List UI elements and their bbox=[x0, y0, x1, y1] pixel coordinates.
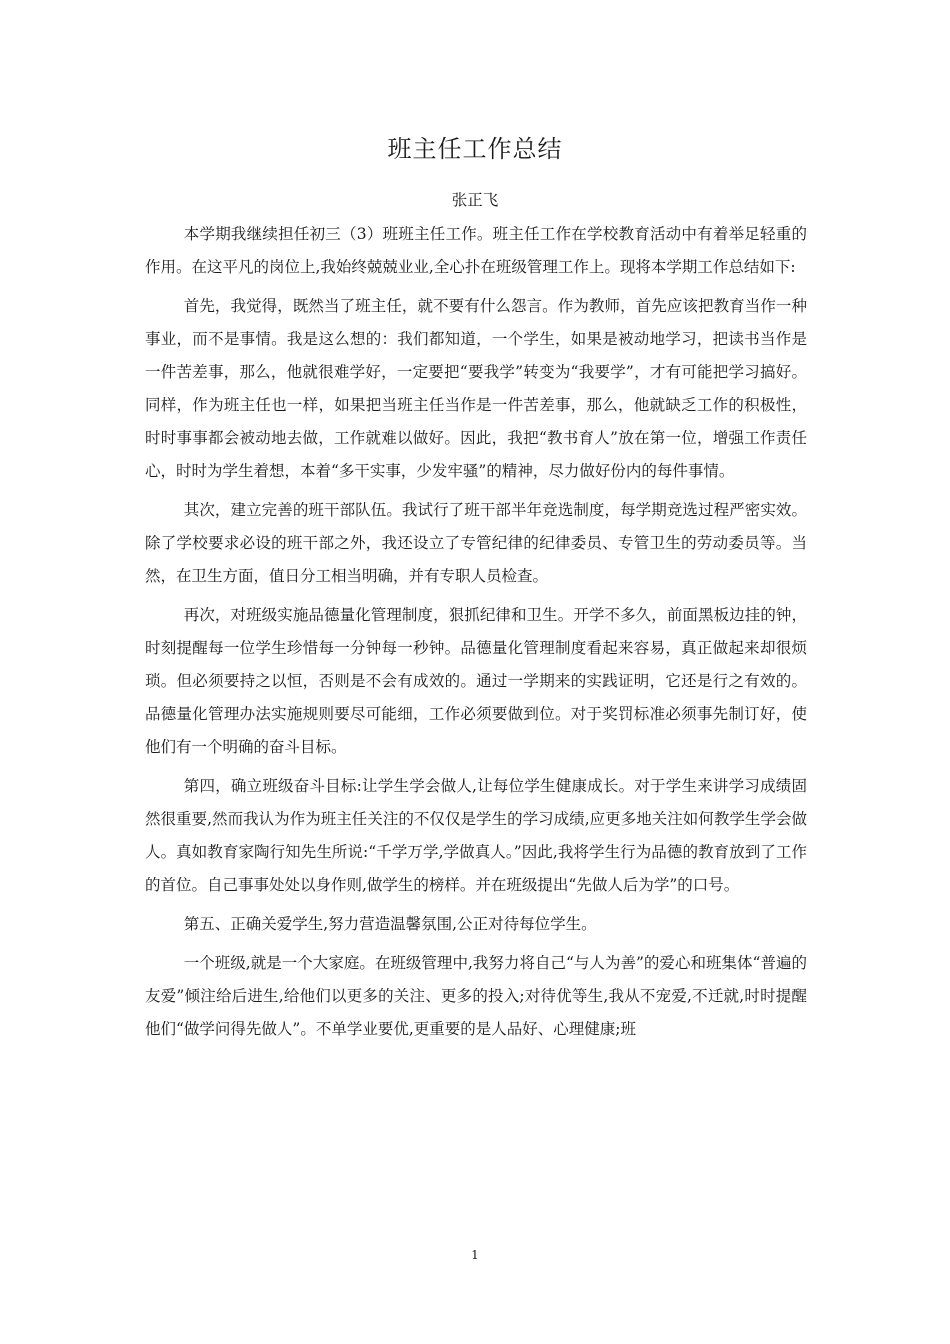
document-body bbox=[145, 218, 807, 1052]
paragraph-fifth-heading: 第五、正确关爱学生,努力营造温馨氛围,公正对待每位学生。 bbox=[183, 915, 597, 933]
document-author: 张正飞 bbox=[451, 191, 499, 209]
paragraph-second: 其次，建立完善的班干部队伍。我试行了班干部半年竞选制度，每学期竞选过程严密实效。除了学校要求必设的班干部之外，我还设立了专管纪律的纪律委员、专管卫生的劳动委员等。当然，在卫生方面，值日分工相当明确，并有专职人员检查。 bbox=[145, 501, 807, 585]
paragraph-intro: 本学期我继续担任初三（3）班班主任工作。班主任工作在学校教育活动中有着举足轻重的作用。在这平凡的岗位上,我始终兢兢业业,全心扑在班级管理工作上。现将本学期工作总结如下: bbox=[145, 225, 807, 276]
page-number: 1 bbox=[471, 1248, 479, 1262]
document-title: 班主任工作总结 bbox=[387, 135, 563, 163]
paragraph-third: 再次，对班级实施品德量化管理制度，狠抓纪律和卫生。开学不多久，前面黑板边挂的钟，时刻提醒每一位学生珍惜每一分钟每一秒钟。品德量化管理制度看起来容易，真正做起来却很烦琐。但必须要持之以恒，否则是不会有成效的。通过一学期来的实践证明，它还是行之有效的。品德量化管理办法实施规则要尽可能细，工作必须要做到位。对于奖罚标准必须事先制订好，使他们有一个明确的奋斗目标。 bbox=[145, 606, 807, 756]
paragraph-fifth-body: 一个班级,就是一个大家庭。在班级管理中,我努力将自己“与人为善”的爱心和班集体“普遍的友爱”倾注给后进生,给他们以更多的关注、更多的投入;对待优等生,我从不宠爱,不迁就,时时提醒他们“做学问得先做人”。不单学业要优,更重要的是人品好、心理健康;班 bbox=[145, 954, 807, 1038]
paragraph-fourth: 第四，确立班级奋斗目标:让学生学会做人,让每位学生健康成长。对于学生来讲学习成绩固然很重要,然而我认为作为班主任关注的不仅仅是学生的学习成绩,应更多地关注如何教学生学会做人。真如教育家陶行知先生所说:“千学万学,学做真人。”因此,我将学生行为品德的教育放到了工作的首位。自己事事处处以身作则,做学生的榜样。并在班级提出“先做人后为学”的口号。 bbox=[145, 777, 807, 894]
paragraph-first: 首先，我觉得，既然当了班主任，就不要有什么怨言。作为教师，首先应该把教育当作一种事业，而不是事情。我是这么想的：我们都知道，一个学生，如果是被动地学习，把读书当作是一件苦差事，那么，他就很难学好，一定要把“要我学”转变为“我要学”，才有可能把学习搞好。同样，作为班主任也一样，如果把当班主任当作是一件苦差事，那么，他就缺乏工作的积极性，时时事事都会被动地去做，工作就难以做好。因此，我把“教书育人”放在第一位，增强工作责任心，时时为学生着想，本着“多干实事，少发牢骚”的精神，尽力做好份内的每件事情。 bbox=[145, 297, 807, 480]
